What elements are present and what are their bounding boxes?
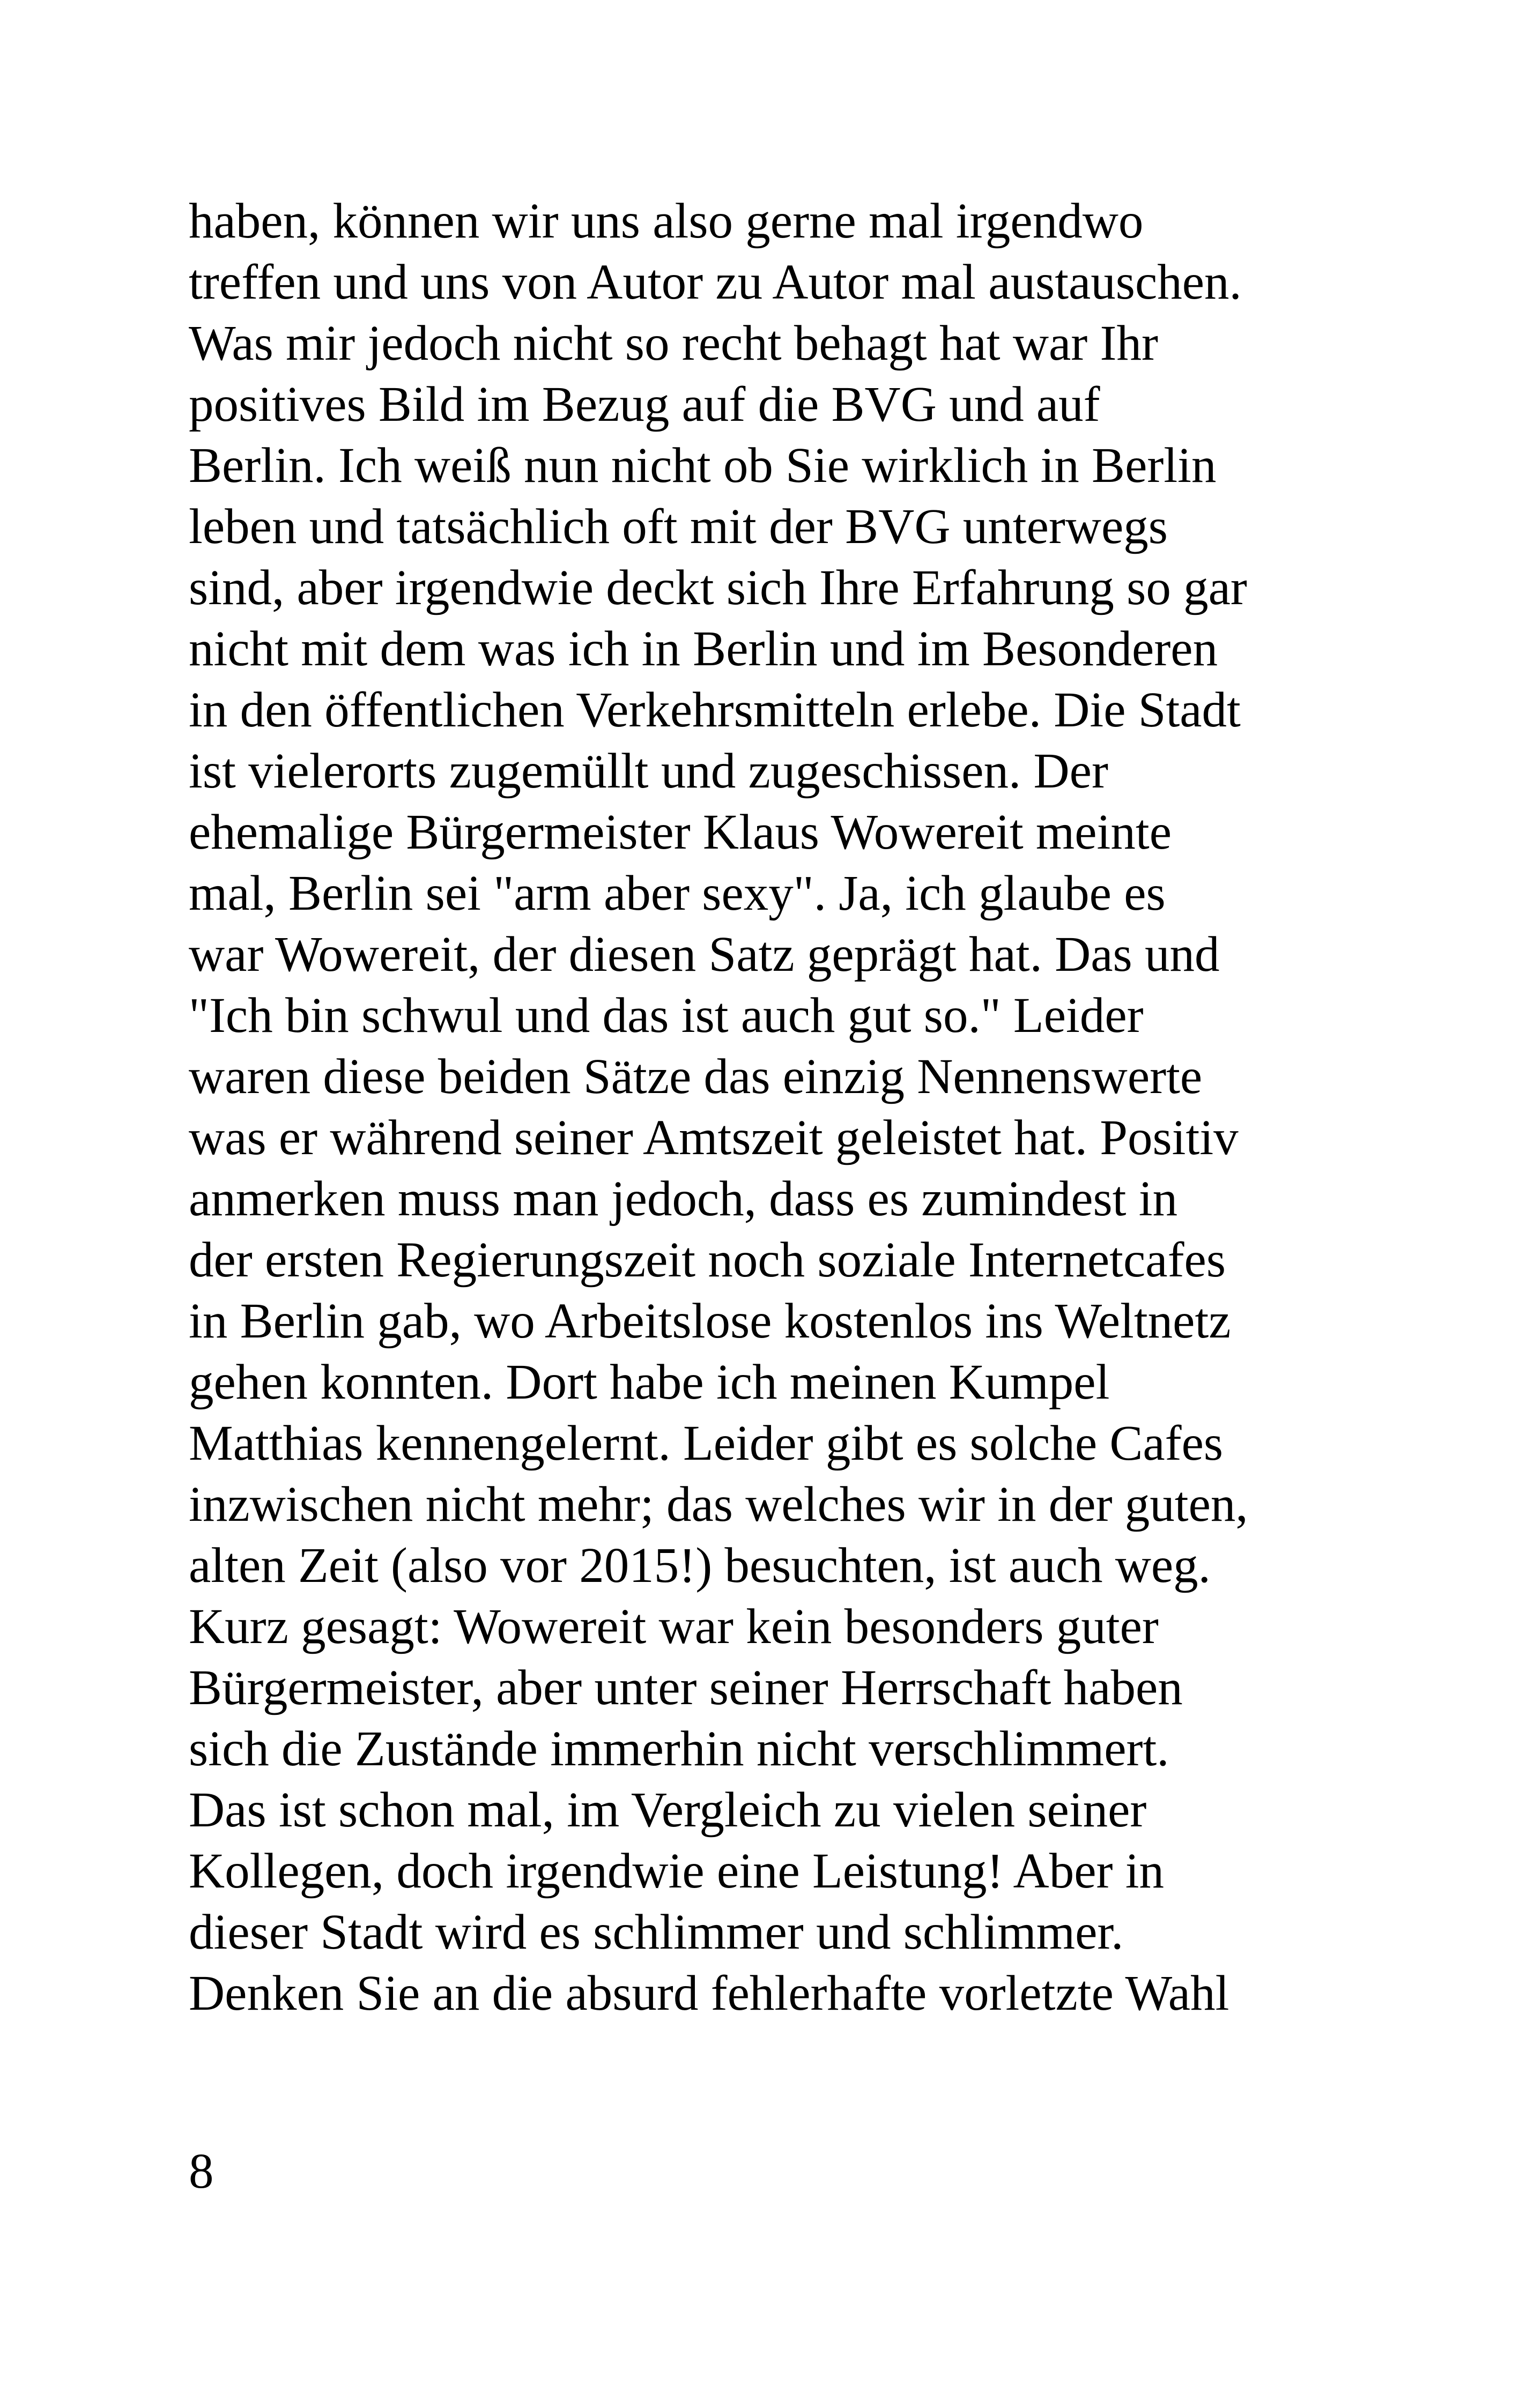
text-line: gehen konnten. Dort habe ich meinen Kumpel <box>189 1355 1110 1410</box>
text-line: anmerken muss man jedoch, dass es zumindest in <box>189 1171 1178 1227</box>
text-line: Was mir jedoch nicht so recht behagt hat war Ihr <box>189 316 1158 371</box>
text-line: sind, aber irgendwie deckt sich Ihre Erfahrung so gar <box>189 560 1247 615</box>
text-line: leben und tatsächlich oft mit der BVG unterwegs <box>189 499 1168 554</box>
text-line: nicht mit dem was ich in Berlin und im Besonderen <box>189 621 1218 677</box>
page-number: 8 <box>189 2144 214 2199</box>
text-line: ehemalige Bürgermeister Klaus Wowereit meinte <box>189 805 1172 860</box>
text-line: Denken Sie an die absurd fehlerhafte vorletzte Wahl <box>189 1966 1229 2021</box>
text-line: ist vielerorts zugemüllt und zugeschissen. Der <box>189 744 1108 799</box>
text-line: Matthias kennengelernt. Leider gibt es solche Cafes <box>189 1416 1224 1471</box>
text-line: Das ist schon mal, im Vergleich zu vielen seiner <box>189 1782 1147 1838</box>
text-line: war Wowereit, der diesen Satz geprägt hat. Das und <box>189 927 1220 982</box>
text-line: in den öffentlichen Verkehrsmitteln erlebe. Die Stadt <box>189 682 1241 738</box>
text-line: Bürgermeister, aber unter seiner Herrschaft haben <box>189 1660 1183 1715</box>
text-line: alten Zeit (also vor 2015!) besuchten, ist auch weg. <box>189 1538 1211 1593</box>
text-line: sich die Zustände immerhin nicht verschlimmert. <box>189 1721 1169 1777</box>
text-line: waren diese beiden Sätze das einzig Nennenswerte <box>189 1049 1203 1104</box>
text-line: haben, können wir uns also gerne mal irgendwo <box>189 194 1144 249</box>
text-line: dieser Stadt wird es schlimmer und schlimmer. <box>189 1905 1124 1960</box>
text-line: Berlin. Ich weiß nun nicht ob Sie wirklich in Berlin <box>189 438 1217 493</box>
text-line: "Ich bin schwul und das ist auch gut so." Leider <box>189 988 1144 1043</box>
text-line: Kollegen, doch irgendwie eine Leistung! Aber in <box>189 1844 1165 1899</box>
text-line: treffen und uns von Autor zu Autor mal austauschen. <box>189 255 1242 310</box>
text-line: inzwischen nicht mehr; das welches wir in der guten, <box>189 1477 1248 1532</box>
text-line: der ersten Regierungszeit noch soziale Internetcafes <box>189 1232 1226 1288</box>
body-text <box>189 191 1368 2024</box>
text-line: Kurz gesagt: Wowereit war kein besonders guter <box>189 1599 1159 1654</box>
text-line: mal, Berlin sei "arm aber sexy". Ja, ich glaube es <box>189 866 1166 921</box>
text-line: positives Bild im Bezug auf die BVG und auf <box>189 377 1100 432</box>
text-line: was er während seiner Amtszeit geleistet hat. Positiv <box>189 1110 1239 1165</box>
text-line: in Berlin gab, wo Arbeitslose kostenlos ins Weltnetz <box>189 1294 1231 1349</box>
